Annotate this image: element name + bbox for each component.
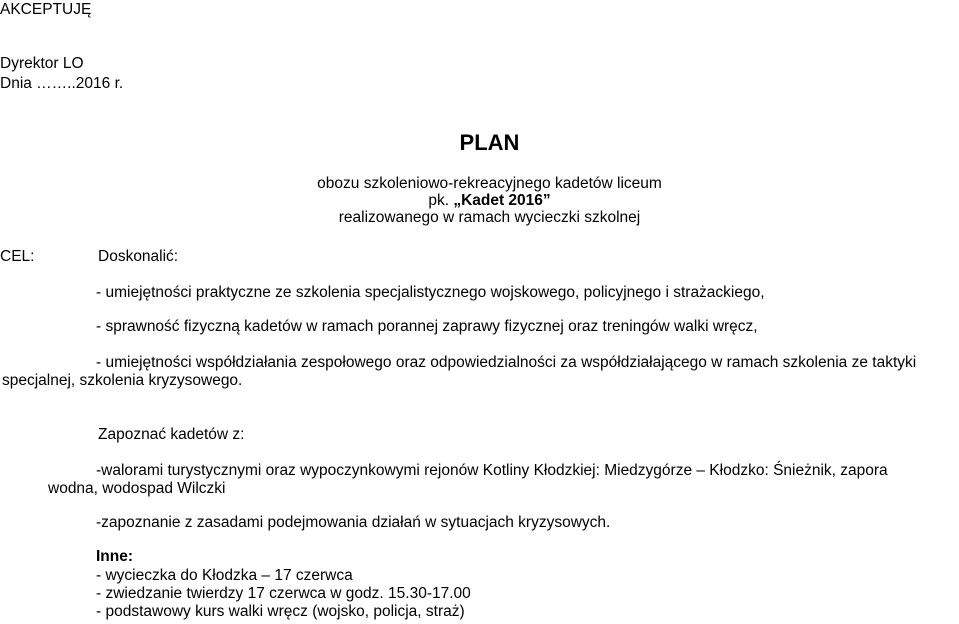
subtitle-codename: „Kadet 2016” <box>453 192 551 209</box>
goal-intro: Doskonalić: <box>98 248 179 265</box>
subtitle-line-3: realizowanego w ramach wycieczki szkolnej <box>338 209 641 226</box>
other-heading: Inne: <box>96 548 134 565</box>
other-item-1: - wycieczka do Kłodzka – 17 czerwca <box>96 567 353 584</box>
goal-label: CEL: <box>0 248 35 265</box>
director-text: Dyrektor LO <box>0 55 84 72</box>
other-item-2: - zwiedzanie twierdzy 17 czerwca w godz. 15.30-17.00 <box>96 585 471 602</box>
familiarize-intro: Zapoznać kadetów z: <box>98 426 245 443</box>
familiarize-item-2: -zapoznanie z zasadami podejmowania działań w sytuacjach kryzysowych. <box>96 514 611 531</box>
goal-item-1: - umiejętności praktyczne ze szkolenia specjalistycznego wojskowego, policyjnego i strażackiego, <box>96 284 765 301</box>
familiarize-item-1-line-1: -walorami turystycznymi oraz wypoczynkowymi rejonów Kotliny Kłodzkiej: Miedzygórze – Kłodzko: Śnieżnik, zapora <box>96 462 888 479</box>
subtitle-line-2 <box>10 192 959 211</box>
document-title: PLAN <box>459 130 520 155</box>
other-item-3: - podstawowy kurs walki wręcz (wojsko, policja, straż) <box>96 603 465 620</box>
approval-text: AKCEPTUJĘ <box>0 1 92 18</box>
goal-item-2: - sprawność fizyczną kadetów w ramach porannej zaprawy fizycznej oraz treningów walki wręcz, <box>96 318 758 335</box>
goal-item-3-continued: specjalnej, szkolenia kryzysowego. <box>2 372 243 389</box>
subtitle-line-2-prefix: pk. <box>428 192 454 209</box>
date-text: Dnia ……..2016 r. <box>0 75 124 92</box>
subtitle-line-1: obozu szkoleniowo-rekreacyjnego kadetów liceum <box>317 175 662 192</box>
familiarize-item-1-line-2: wodna, wodospad Wilczki <box>48 480 226 497</box>
goal-item-3: - umiejętności współdziałania zespołowego oraz odpowiedzialności za współdziałającego w ramach szkolenia ze taktyki <box>96 354 917 371</box>
